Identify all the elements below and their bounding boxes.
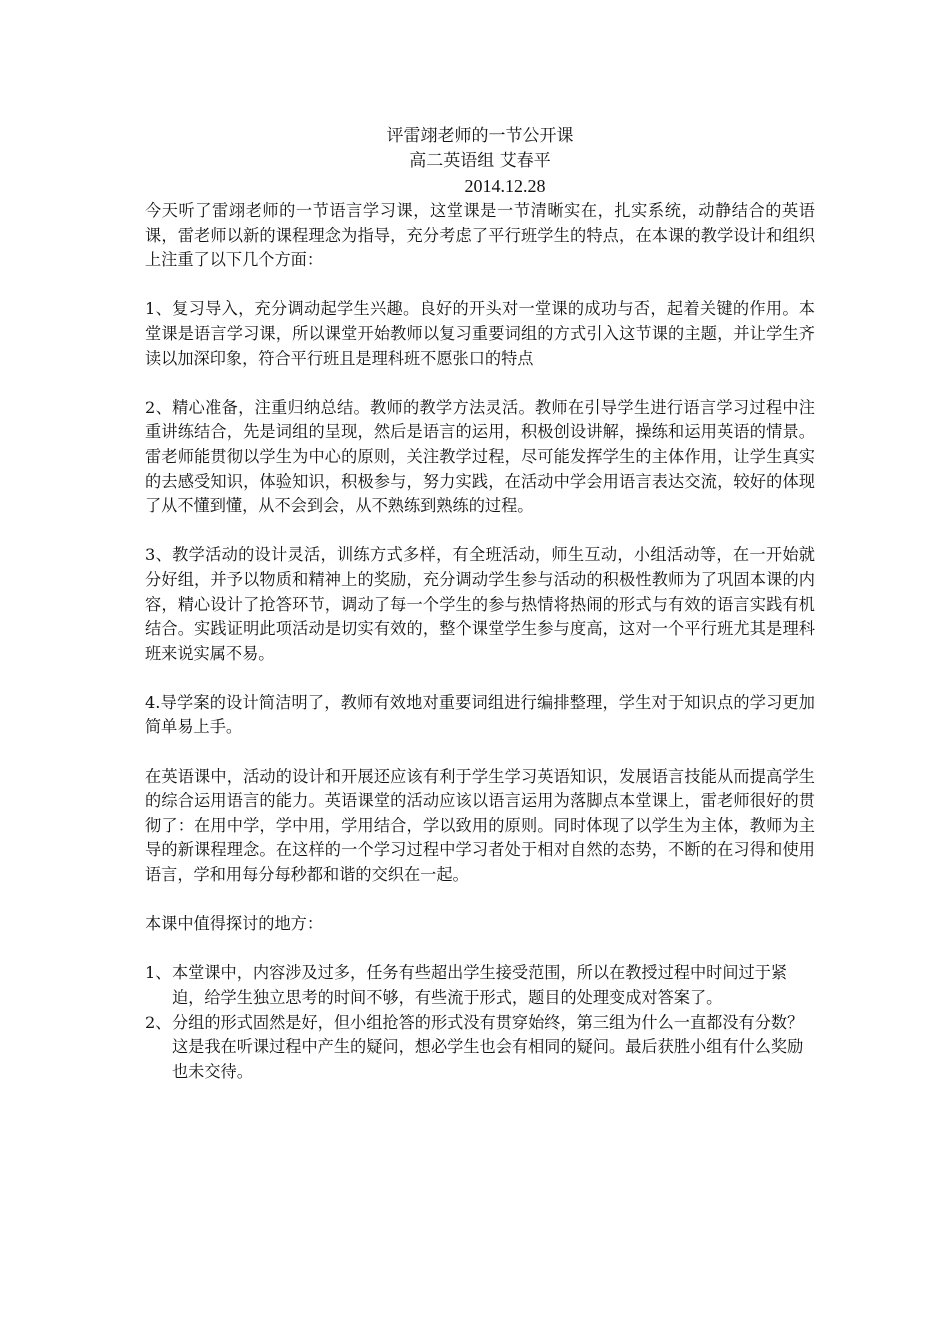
document-date: 2014.12.28 bbox=[464, 176, 546, 196]
point-4-paragraph: 4.导学案的设计简洁明了，教师有效地对重要词组进行编排整理，学生对于知识点的学习更加简单易上手。 bbox=[145, 692, 815, 737]
document-title: 评雷翊老师的一节公开课 bbox=[386, 126, 574, 146]
document-header bbox=[145, 124, 815, 199]
document-author: 高二英语组 艾春平 bbox=[409, 151, 551, 171]
list-item-text: 本堂课中，内容涉及过多，任务有些超出学生接受范围，所以在教授过程中时间过于紧迫，给学生独立思考的时间不够，有些流于形式，题目的处理变成对答案了。 bbox=[172, 963, 788, 1007]
point-2-paragraph: 2、精心准备，注重归纳总结。教师的教学方法灵活。教师在引导学生进行语言学习过程中注重讲练结合，先是词组的呈现，然后是语言的运用，积极创设讲解，操练和运用英语的情景。雷老师能贯彻以学生为中心的原则，关注教学过程，尽可能发挥学生的主体作用，让学生真实的去感受知识，体验知识，积极参与，努力实践，在活动中学会用语言表达交流，较好的体现了从不懂到懂，从不会到会，从不熟练到熟练的过程。 bbox=[145, 397, 815, 516]
intro-paragraph: 今天听了雷翊老师的一节语言学习课，这堂课是一节清晰实在，扎实系统，动静结合的英语课，雷老师以新的课程理念为指导，充分考虑了平行班学生的特点，在本课的教学设计和组织上注重了以下几个方面： bbox=[145, 201, 815, 270]
list-item bbox=[145, 1011, 815, 1085]
point-1-paragraph: 1、复习导入，充分调动起学生兴趣。良好的开头对一堂课的成功与否，起着关键的作用。本堂课是语言学习课，所以课堂开始教师以复习重要词组的方式引入这节课的主题，并让学生齐读以加深印象，符合平行班且是理科班不愿张口的特点 bbox=[145, 299, 815, 368]
list-item-number: 2、 bbox=[145, 1012, 172, 1032]
document-page bbox=[145, 124, 815, 1084]
discussion-heading: 本课中值得探讨的地方： bbox=[145, 914, 324, 934]
list-item-text: 分组的形式固然是好，但小组抢答的形式没有贯穿始终，第三组为什么一直都没有分数？这是我在听课过程中产生的疑问，想必学生也会有相同的疑问。最后获胜小组有什么奖励也未交待。 bbox=[172, 1012, 804, 1081]
summary-paragraph: 在英语课中，活动的设计和开展还应该有利于学生学习英语知识，发展语言技能从而提高学生的综合运用语言的能力。英语课堂的活动应该以语言运用为落脚点本堂课上，雷老师很好的贯彻了：在用中学，学中用，学用结合，学以致用的原则。同时体现了以学生为主体，教师为主导的新课程理念。在这样的一个学习过程中学习者处于相对自然的态势，不断的在习得和使用语言，学和用每分每秒都和谐的交织在一起。 bbox=[145, 766, 815, 885]
point-3-paragraph: 3、教学活动的设计灵活，训练方式多样，有全班活动，师生互动，小组活动等，在一开始就分好组，并予以物质和精神上的奖励，充分调动学生参与活动的积极性教师为了巩固本课的内容，精心设计了抢答环节，调动了每一个学生的参与热情将热闹的形式与有效的语言实践有机结合。实践证明此项活动是切实有效的，整个课堂学生参与度高，这对一个平行班尤其是理科班来说实属不易。 bbox=[145, 545, 815, 663]
list-item-number: 1、 bbox=[145, 963, 172, 983]
list-item bbox=[145, 961, 815, 1010]
discussion-list bbox=[145, 961, 815, 1084]
